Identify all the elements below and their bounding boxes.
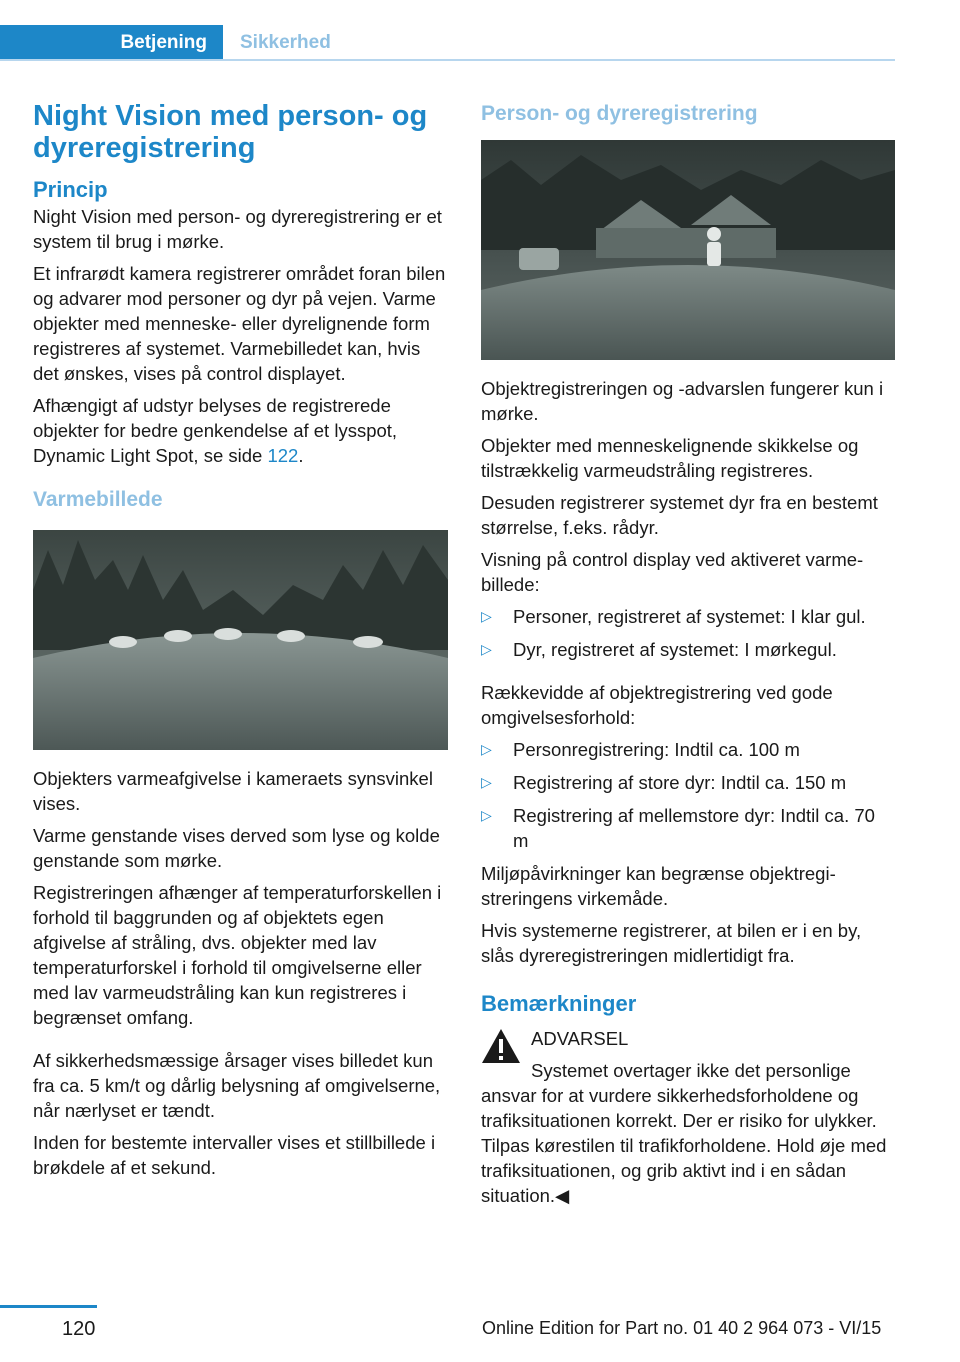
left-column — [33, 100, 448, 1187]
footer-rule — [0, 1305, 97, 1308]
paragraph: Objektregistreringen og -advarslen fungerer kun i mørke. — [481, 378, 884, 424]
triangle-right-icon: ▷ — [481, 741, 492, 757]
paragraph: Inden for bestemte intervaller vises et stillbillede i brøkdele af et sekund. — [33, 1132, 436, 1178]
paragraph: Desuden registrerer systemet dyr fra en bestemt størrelse, f.eks. rådyr. — [481, 492, 878, 538]
list-item: ▷ Registrering af mellemstore dyr: Indtil ca. 70 m — [481, 805, 875, 851]
paragraph: Objekters varmeafgivelse i kameraets synsvinkel vises. — [33, 768, 433, 814]
paragraph: Objekter med menneskelignende skikkelse og tilstrækkelig varmeudstråling registreres. — [481, 435, 859, 481]
tab-betjening[interactable]: Betjening — [0, 25, 223, 61]
warning-triangle-icon — [481, 1028, 521, 1064]
thermal-image-animals — [33, 530, 448, 750]
paragraph-with-reference: Afhængigt af udstyr belyses de registrerede objekter for bedre genkendelse af et lysspot, Dynamic Light Spot, se side 122. — [33, 395, 398, 466]
paragraph: Rækkevidde af objektregistrering ved gode omgivelsesforhold: — [481, 682, 833, 728]
paragraph: Hvis systemerne registrerer, at bilen er i en by, slås dyreregistreringen midlertidigt fra. — [481, 920, 862, 966]
paragraph: Af sikkerhedsmæssige årsager vises billedet kun fra ca. 5 km/t og dårlig belysning af omgivelserne, når nærlyset er tændt. — [33, 1050, 441, 1121]
paragraph: Visning på control display ved aktiveret varmebillede: — [481, 549, 864, 595]
tab-sikkerhed[interactable]: Sikkerhed — [240, 32, 331, 53]
paragraph: Varme genstande vises derved som lyse og kolde genstande som mørke. — [33, 825, 440, 871]
header-tabs — [0, 25, 895, 61]
paragraph: Registreringen afhænger af temperaturforskellen i forhold til baggrunden og af objektets egen afgivelse af stråling, dvs. objekter med lav temperaturforskel i forhold til omgivelserne eller med lav varmeudstråling kan kun registreres i begrænset omfang. — [33, 882, 442, 1028]
right-column — [481, 100, 895, 1208]
warning-box — [481, 1026, 895, 1208]
edition-note: Online Edition for Part no. 01 40 2 964 073 - VI/15 — [482, 1318, 882, 1338]
display-color-list — [481, 604, 895, 662]
page-title: Night Vision med person- og dyreregistrering — [33, 100, 428, 164]
page-reference-link[interactable]: 122 — [267, 445, 299, 466]
section-heading-princip: Princip — [33, 177, 108, 202]
header-rule — [0, 59, 895, 61]
list-item: ▷ Registrering af store dyr: Indtil ca. 150 m — [481, 772, 847, 793]
paragraph: Night Vision med person- og dyreregistrering er et system til brug i mørke. — [33, 206, 442, 252]
triangle-right-icon: ▷ — [481, 807, 492, 823]
section-heading-bemaerkninger: Bemærkninger — [481, 991, 637, 1016]
paragraph: Et infrarødt kamera registrerer området foran bilen og advarer mod personer og dyr på vejen. Varme objekter med menneske- eller dyrelignende form registreres af systemet. Varmebilledet kan, hvis det ønskes, vises på control displayet. — [33, 263, 446, 384]
triangle-right-icon: ▷ — [481, 641, 492, 657]
triangle-right-icon: ▷ — [481, 608, 492, 624]
subheading-varmebillede: Varmebillede — [33, 488, 163, 511]
thermal-image-pedestrian — [481, 140, 895, 360]
list-item: ▷ Personregistrering: Indtil ca. 100 m — [481, 739, 800, 760]
page-number: 120 — [62, 1318, 96, 1340]
warning-label: ADVARSEL — [531, 1028, 629, 1049]
warning-text: Systemet overtager ikke det personlige ansvar for at vurdere sikkerhedsforholdene og trafiksituationen korrekt. Der er risiko for ulykker. Tilpas kørestilen til trafikforholdene. Hold øje med trafiksituationen, og grib aktivt ind i en sådan situation.◀ — [481, 1060, 887, 1206]
list-item: ▷ Personer, registreret af systemet: I klar gul. — [481, 606, 866, 627]
range-list — [481, 737, 895, 853]
subheading-person-dyreregistrering: Person- og dyreregistrering — [481, 102, 758, 125]
paragraph: Miljøpåvirkninger kan begrænse objektregistreringens virkemåde. — [481, 863, 836, 909]
triangle-right-icon: ▷ — [481, 774, 492, 790]
list-item: ▷ Dyr, registreret af systemet: I mørkegul. — [481, 639, 837, 660]
